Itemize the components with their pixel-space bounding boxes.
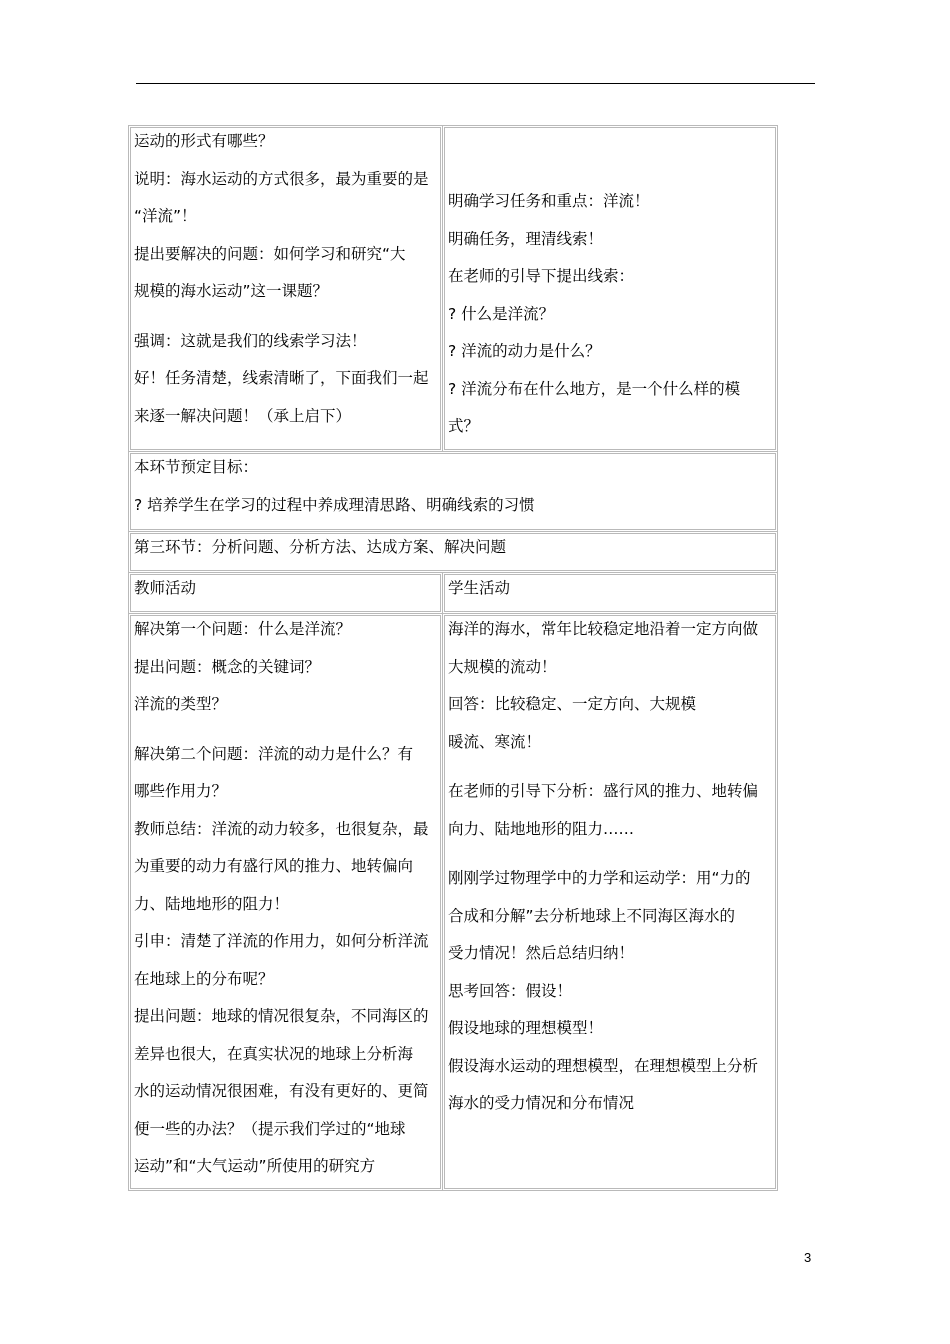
text-line: 为重要的动力有盛行风的推力、地转偏向: [134, 857, 414, 875]
text-line: 提出问题：地球的情况很复杂，不同海区的: [134, 1007, 429, 1025]
text-line: ? 洋流的动力是什么？: [448, 342, 601, 360]
text-line: 海水的受力情况和分布情况: [448, 1094, 635, 1112]
goals-cell: [128, 451, 778, 532]
top-left-cell: [128, 125, 443, 452]
text-line: 思考回答：假设！: [448, 981, 573, 1000]
page-number: 3: [804, 1250, 812, 1265]
text-line: 回答：比较稳定、一定方向、大规模: [448, 695, 697, 713]
text-line: 哪些作用力？: [134, 782, 228, 800]
text-line: 运动”和“大气运动”所使用的研究方: [134, 1157, 376, 1175]
text-line: 受力情况！然后总结归纳！: [448, 944, 635, 962]
text-line: 来逐一解决问题！（承上启下）: [134, 406, 352, 425]
student-header-cell: [442, 572, 778, 614]
goals-title: 本环节预定目标：: [134, 458, 259, 476]
text-line: ? 什么是洋流？: [448, 304, 555, 323]
bottom-right-cell: [442, 613, 778, 1191]
bottom-left-cell: [128, 613, 443, 1191]
text-line: 向力、陆地地形的阻力……: [448, 819, 635, 838]
paragraph-gap: [134, 320, 440, 332]
text-line: 大规模的流动！: [448, 657, 557, 676]
section-title: 第三环节：分析问题、分析方法、达成方案、解决问题: [134, 538, 507, 556]
text-line: 强调：这就是我们的线索学习法！: [134, 331, 367, 350]
goals-item: ? 培养学生在学习的过程中养成理清思路、明确线索的习惯: [134, 495, 535, 514]
student-activity-header: 学生活动: [448, 579, 511, 597]
paragraph-gap: [134, 733, 440, 745]
text-line: 运动的形式有哪些？: [134, 132, 274, 150]
top-right-cell: [442, 125, 778, 452]
text-line: 海洋的海水，常年比较稳定地沿着一定方向做: [448, 620, 759, 638]
text-line: 式？: [448, 417, 480, 435]
bottom-left-lines: [134, 620, 440, 1176]
text-line: 引申：清楚了洋流的作用力，如何分析洋流: [134, 932, 429, 950]
paragraph-gap: [448, 857, 775, 869]
text-line: 便一些的办法？（提示我们学过的“地球: [134, 1119, 406, 1138]
text-line: 刚刚学过物理学中的力学和运动学：用“力的: [448, 869, 751, 887]
text-line: 明确学习任务和重点：洋流！: [448, 192, 650, 210]
text-line: 好！任务清楚，线索清晰了，下面我们一起: [134, 369, 429, 387]
header-rule: [136, 83, 815, 84]
top-right-lines: [448, 192, 775, 436]
teacher-activity-header: 教师活动: [134, 579, 197, 597]
text-line: 合成和分解”去分析地球上不同海区海水的: [448, 906, 736, 925]
text-line: 解决第二个问题：洋流的动力是什么？有: [134, 744, 414, 763]
text-line: 差异也很大，在真实状况的地球上分析海: [134, 1044, 414, 1063]
text-line: 洋流的类型？: [134, 695, 228, 713]
text-line: 教师总结：洋流的动力较多，也很复杂，最: [134, 819, 429, 838]
text-line: 提出问题：概念的关键词？: [134, 657, 321, 676]
text-line: 暖流、寒流！: [448, 732, 542, 751]
text-line: “洋流”！: [134, 207, 197, 225]
text-line: 规模的海水运动”这一课题？: [134, 282, 329, 300]
text-line: 明确任务，理清线索！: [448, 229, 604, 248]
text-line: 在老师的引导下提出线索：: [448, 267, 635, 285]
text-line: ? 洋流分布在什么地方，是一个什么样的模: [448, 379, 741, 398]
text-line: 说明：海水运动的方式很多，最为重要的是: [134, 169, 429, 188]
text-line: 在老师的引导下分析：盛行风的推力、地转偏: [448, 782, 759, 800]
text-line: 解决第一个问题：什么是洋流？: [134, 620, 352, 638]
section-title-cell: [128, 531, 778, 573]
bottom-right-lines: [448, 620, 775, 1113]
text-line: 假设海水运动的理想模型，在理想模型上分析: [448, 1056, 759, 1075]
text-line: 水的运动情况很困难，有没有更好的、更简: [134, 1082, 429, 1100]
paragraph-gap: [448, 770, 775, 782]
text-line: 提出要解决的问题：如何学习和研究“大: [134, 244, 406, 263]
teacher-header-cell: [128, 572, 443, 614]
text-line: 力、陆地地形的阻力！: [134, 894, 290, 913]
top-left-lines: [134, 132, 440, 426]
text-line: 假设地球的理想模型！: [448, 1019, 604, 1037]
text-line: 在地球上的分布呢？: [134, 969, 274, 988]
